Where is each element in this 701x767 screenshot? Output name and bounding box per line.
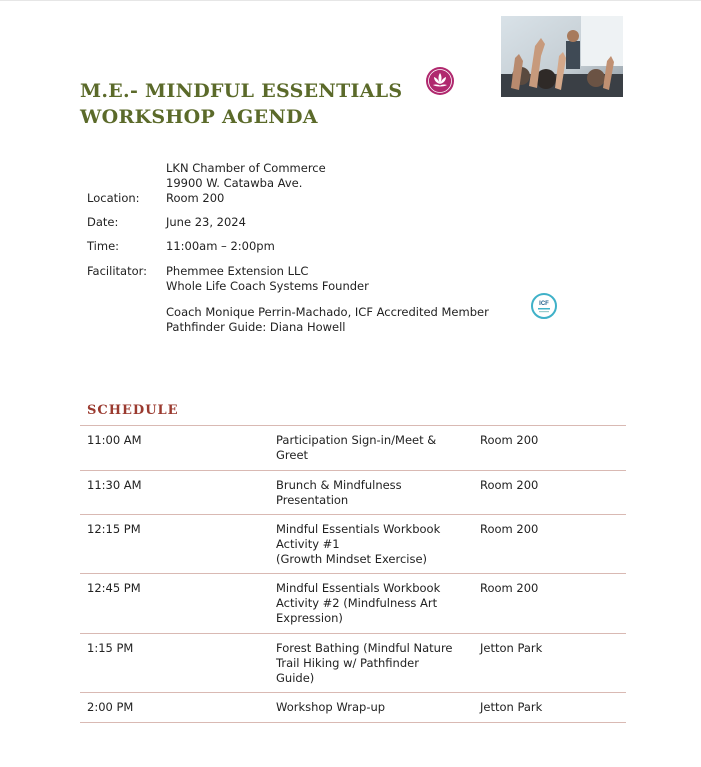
activity-line: Forest Bathing (Mindful Nature [276,641,453,655]
row-place: Room 200 [480,581,539,595]
activity-line: (Growth Mindset Exercise) [276,552,428,566]
row-time: 12:45 PM [87,581,141,595]
row-activity [276,522,471,567]
activity-line: Expression) [276,611,343,625]
title-line-1: M.E.- MINDFUL ESSENTIALS [80,80,403,102]
date-label: Date: [87,215,119,229]
activity-line: Trail Hiking w/ Pathfinder [276,656,419,670]
activity-line: Mindful Essentials Workbook [276,581,441,595]
activity-line: Mindful Essentials Workbook [276,522,441,536]
row-activity [276,581,471,626]
location-line-1: LKN Chamber of Commerce [166,161,326,175]
lotus-icon [425,66,455,96]
location-label: Location: [87,191,140,205]
row-time: 11:30 AM [87,478,142,492]
location-line-3: Room 200 [166,191,225,205]
coach-line: Coach Monique Perrin-Machado, ICF Accredited Member [166,305,489,319]
top-divider [0,0,701,1]
table-rule [80,633,626,634]
facilitator-line-1: Phemmee Extension LLC [166,264,309,278]
row-place: Jetton Park [480,700,543,714]
row-place: Jetton Park [480,641,543,655]
date-value: June 23, 2024 [166,215,246,229]
activity-line: Brunch & Mindfulness [276,478,402,492]
icf-badge-text: ICF [539,301,549,307]
facilitator-label: Facilitator: [87,264,148,278]
icf-badge-icon [530,292,558,320]
activity-line: Activity #2 (Mindfulness Art [276,596,438,610]
icf-badge [530,292,558,320]
table-rule [80,425,626,426]
facilitator-line-2: Whole Life Coach Systems Founder [166,279,369,293]
row-time: 1:15 PM [87,641,134,655]
activity-line: Greet [276,448,309,462]
row-time: 2:00 PM [87,700,134,714]
workshop-hands-photo [501,16,623,97]
pathfinder-line: Pathfinder Guide: Diana Howell [166,320,346,334]
page-title [80,78,402,130]
row-place: Room 200 [480,478,539,492]
time-value: 11:00am – 2:00pm [166,239,275,253]
table-rule [80,514,626,515]
activity-line: Guide) [276,671,315,685]
row-place: Room 200 [480,522,539,536]
activity-line: Participation Sign-in/Meet & [276,433,437,447]
row-activity [276,641,471,686]
row-time: 12:15 PM [87,522,141,536]
row-activity [276,478,471,508]
row-time: 11:00 AM [87,433,142,447]
title-line-2: WORKSHOP AGENDA [80,106,318,128]
table-rule [80,573,626,574]
table-rule [80,470,626,471]
schedule-heading: SCHEDULE [87,403,179,418]
activity-line: Presentation [276,493,349,507]
row-activity [276,700,471,715]
table-rule [80,692,626,693]
location-line-2: 19900 W. Catawba Ave. [166,176,303,190]
time-label: Time: [87,239,120,253]
row-place: Room 200 [480,433,539,447]
activity-line: Workshop Wrap-up [276,700,386,714]
row-activity [276,433,471,463]
table-rule [80,722,626,723]
activity-line: Activity #1 [276,537,340,551]
